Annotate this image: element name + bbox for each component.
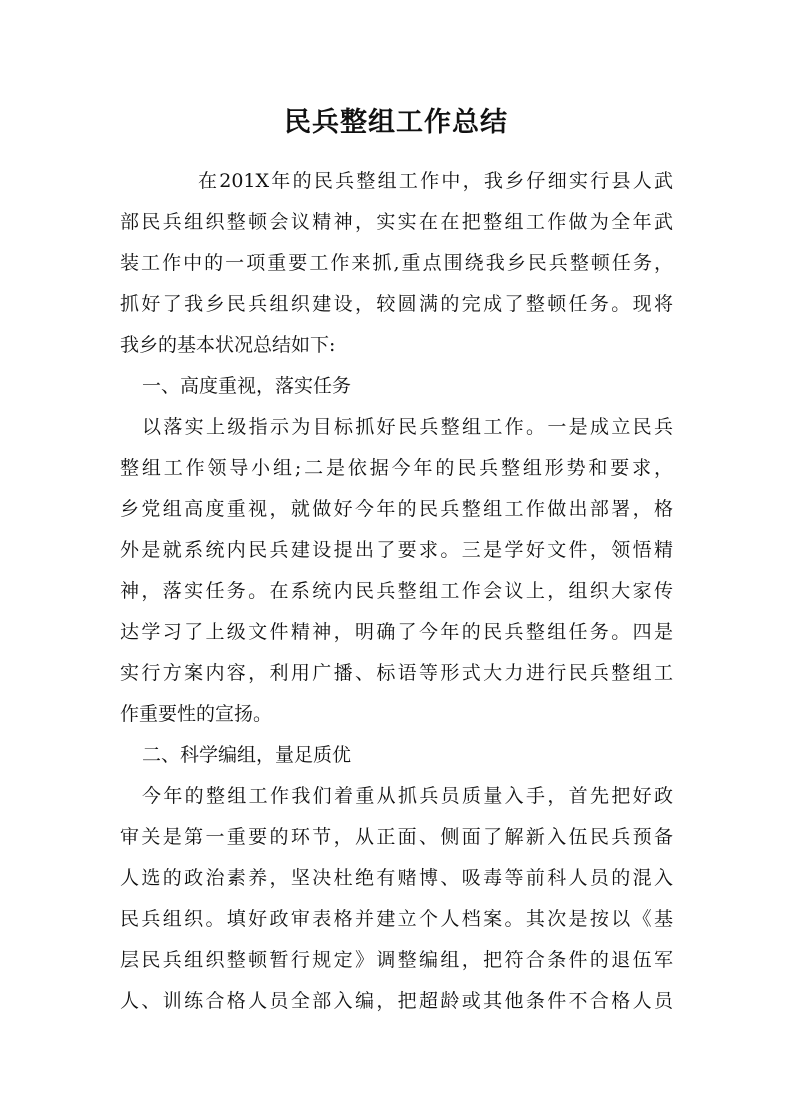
body-line: 整组工作领导小组;二是依据今年的民兵整组形势和要求， (120, 457, 673, 479)
body-line: 民兵组织。填好政审表格并建立个人档案。其次是按以《基 (120, 908, 673, 930)
body-line: 乡党组高度重视，就做好今年的民兵整组工作做出部署，格 (120, 498, 673, 520)
body-line: 我乡的基本状况总结如下: (120, 334, 336, 356)
section-heading: 一、高度重视，落实任务 (142, 375, 352, 397)
body-line: 层民兵组织整顿暂行规定》调整编组，把符合条件的退伍军 (120, 949, 673, 971)
body-line: 达学习了上级文件精神，明确了今年的民兵整组任务。四是 (120, 621, 673, 643)
body-line: 审关是第一重要的环节，从正面、侧面了解新入伍民兵预备 (120, 826, 673, 848)
body-line: 以落实上级指示为目标抓好民兵整组工作。一是成立民兵 (142, 416, 673, 438)
body-line: 人、训练合格人员全部入编，把超龄或其他条件不合格人员 (120, 990, 673, 1012)
body-line: 在201X年的民兵整组工作中，我乡仔细实行县人武 (198, 170, 673, 192)
document-title: 民兵整组工作总结 (284, 107, 508, 138)
body-line: 实行方案内容，利用广播、标语等形式大力进行民兵整组工 (120, 662, 673, 684)
body-line: 人选的政治素养，坚决杜绝有赌博、吸毒等前科人员的混入 (120, 867, 673, 889)
section-heading: 二、科学编组，量足质优 (142, 744, 352, 766)
body-line: 作重要性的宣扬。 (120, 703, 273, 725)
body-line: 装工作中的一项重要工作来抓,重点围绕我乡民兵整顿任务， (120, 252, 673, 274)
body-line: 抓好了我乡民兵组织建设，较圆满的完成了整顿任务。现将 (120, 293, 673, 315)
body-line: 神，落实任务。在系统内民兵整组工作会议上，组织大家传 (120, 580, 673, 602)
body-line: 今年的整组工作我们着重从抓兵员质量入手，首先把好政 (142, 785, 673, 807)
body-line: 部民兵组织整顿会议精神，实实在在把整组工作做为全年武 (120, 211, 673, 233)
body-line: 外是就系统内民兵建设提出了要求。三是学好文件，领悟精 (120, 539, 673, 561)
